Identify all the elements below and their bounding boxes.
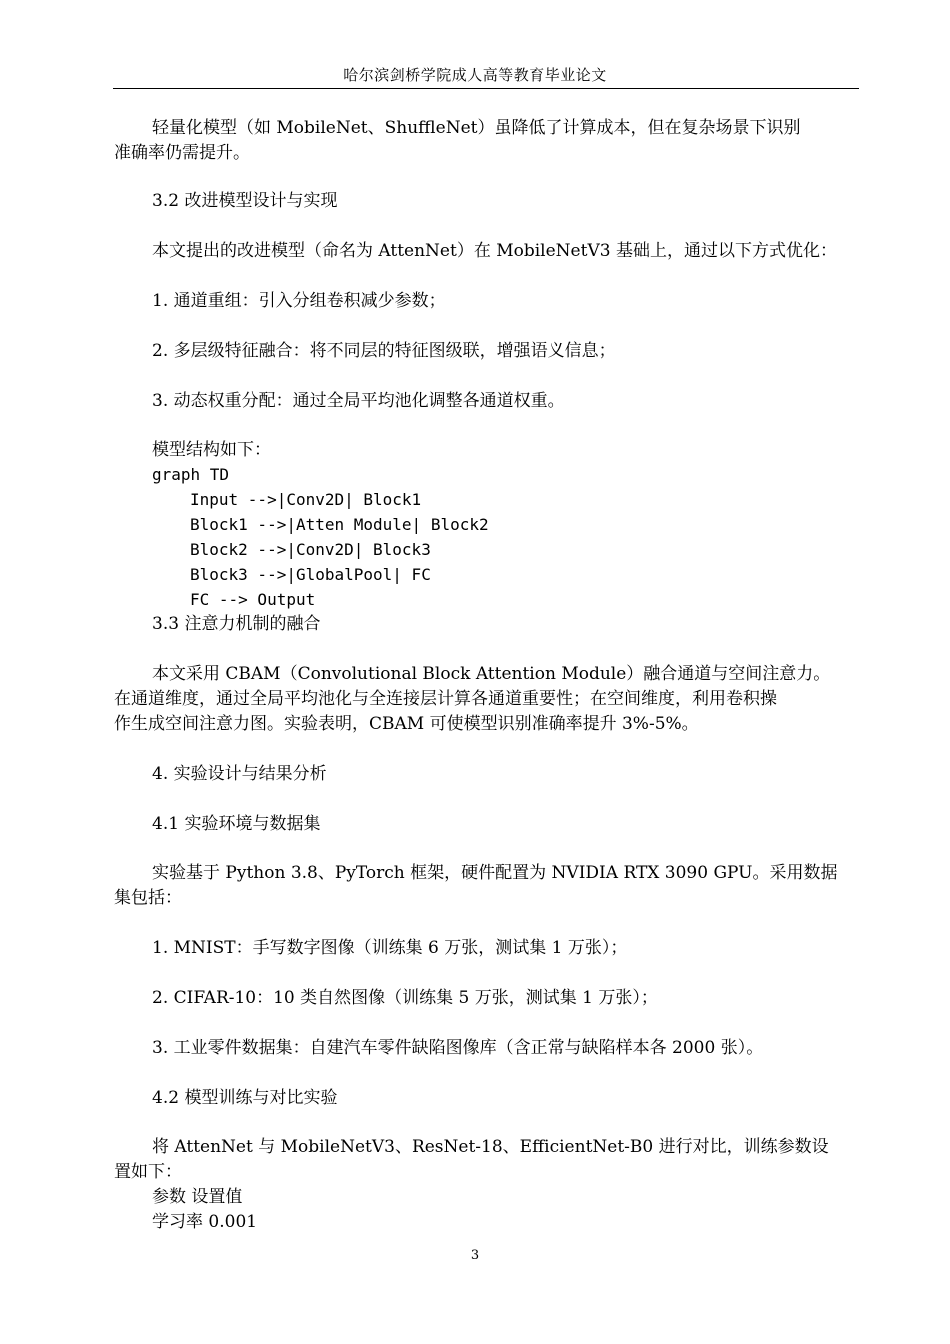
structure-label: 模型结构如下： (152, 440, 271, 460)
paragraph-line: 作生成空间注意力图。实验表明，CBAM 可使模型识别准确率提升 3%-5%。 (114, 714, 699, 734)
table-row-line: 学习率 0.001 (152, 1212, 258, 1232)
paragraph-line: 本文提出的改进模型（命名为 AttenNet）在 MobileNetV3 基础上，通过以下方式优化： (152, 241, 837, 261)
dataset-item: 3. 工业零件数据集：自建汽车零件缺陷图像库（含正常与缺陷样本各 2000 张）。 (152, 1038, 764, 1058)
section-heading-4-2: 4.2 模型训练与对比实验 (152, 1088, 338, 1108)
paragraph-line: 将 AttenNet 与 MobileNetV3、ResNet-18、EfficientNet-B0 进行对比，训练参数设 (152, 1137, 829, 1157)
section-heading-4: 4. 实验设计与结果分析 (152, 764, 327, 784)
paragraph-line: 在通道维度，通过全局平均池化与全连接层计算各通道重要性；在空间维度，利用卷积操 (114, 689, 777, 709)
paragraph-line: 准确率仍需提升。 (114, 143, 250, 163)
code-line: graph TD (152, 465, 230, 484)
dataset-item: 1. MNIST：手写数字图像（训练集 6 万张，测试集 1 万张）； (152, 938, 628, 958)
paragraph-line: 轻量化模型（如 MobileNet、ShuffleNet）虽降低了计算成本，但在复杂场景下识别 (152, 118, 801, 138)
section-heading-4-1: 4.1 实验环境与数据集 (152, 814, 321, 834)
list-item: 2. 多层级特征融合：将不同层的特征图级联，增强语义信息； (152, 341, 616, 361)
code-line: FC --> Output (190, 590, 316, 609)
code-line: Input -->|Conv2D| Block1 (190, 490, 422, 509)
paragraph-line: 置如下： (114, 1162, 182, 1182)
list-item: 3. 动态权重分配：通过全局平均池化调整各通道权重。 (152, 391, 565, 411)
paragraph-line: 本文采用 CBAM（Convolutional Block Attention Module）融合通道与空间注意力。 (152, 664, 831, 684)
section-heading-3-2: 3.2 改进模型设计与实现 (152, 191, 338, 211)
dataset-item: 2. CIFAR-10：10 类自然图像（训练集 5 万张，测试集 1 万张）； (152, 988, 658, 1008)
table-header-line: 参数 设置值 (152, 1187, 243, 1207)
code-line: Block1 -->|Atten Module| Block2 (190, 515, 489, 534)
code-line: Block2 -->|Conv2D| Block3 (190, 540, 431, 559)
page-header: 哈尔滨剑桥学院成人高等教育毕业论文 (343, 66, 607, 84)
section-heading-3-3: 3.3 注意力机制的融合 (152, 614, 321, 634)
paragraph-line: 实验基于 Python 3.8、PyTorch 框架，硬件配置为 NVIDIA RTX 3090 GPU。采用数据 (152, 863, 838, 883)
code-line: Block3 -->|GlobalPool| FC (190, 565, 431, 584)
list-item: 1. 通道重组：引入分组卷积减少参数； (152, 291, 446, 311)
header-rule (113, 88, 859, 89)
paragraph-line: 集包括： (114, 888, 182, 908)
page-number: 3 (470, 1248, 480, 1263)
